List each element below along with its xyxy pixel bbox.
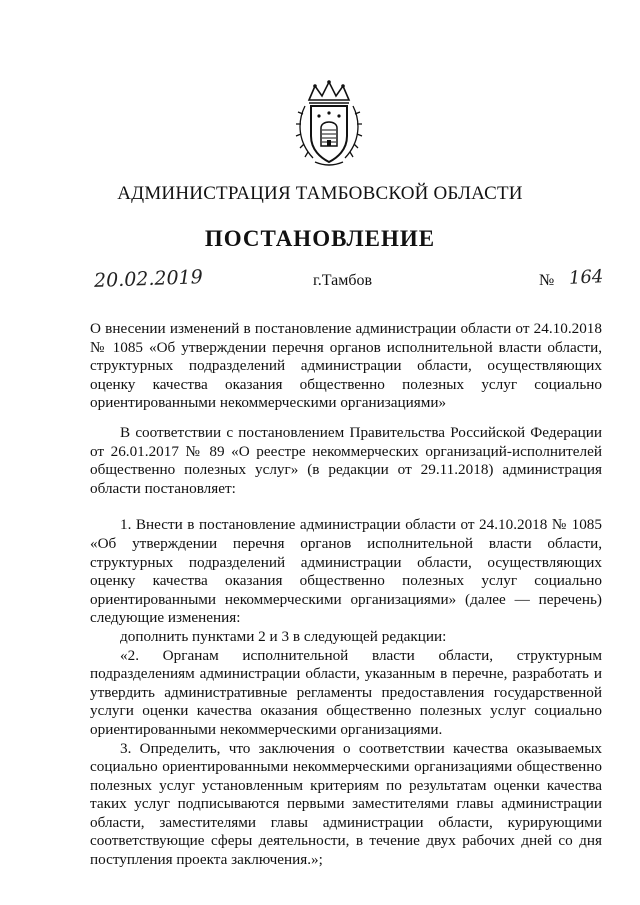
handwritten-date: 20.02.2019	[93, 266, 204, 292]
handwritten-number: 164	[568, 266, 604, 289]
amendment-intro-paragraph: дополнить пунктами 2 и 3 в следующей редакции:	[120, 627, 447, 645]
number-label: №	[539, 272, 555, 289]
coat-of-arms-icon	[293, 78, 365, 170]
document-body	[90, 424, 602, 870]
item-2-paragraph: «2. Органам исполнительной власти области, структурным подразделениям администрации области, указанным в перечне, разработать и утвердить административные регламенты предоставления государственной услуги оценки качества оказания общественно полезных услуг социально ориентированными некоммерческими организациями.	[90, 646, 602, 738]
authority-name: АДМИНИСТРАЦИЯ ТАМБОВСКОЙ ОБЛАСТИ	[117, 183, 523, 204]
document-title: О внесении изменений в постановление администрации области от 24.10.2018 № 1085 «Об утверждении перечня органов исполнительной власти области, структурных подразделений администрации области, осуществляющих оценку качества оказания общественно полезных услуг социально ориентированными некоммерческими организациями»	[90, 320, 602, 412]
city: г.Тамбов	[313, 272, 373, 289]
preamble-paragraph: В соответствии с постановлением Правительства Российской Федерации от 26.01.2017 № 89 «О реестре некоммерческих организаций-исполнителей общественно полезных услуг» (в редакции от 29.11.2018) администрация области постановляет:	[90, 424, 602, 497]
item-1-paragraph: 1. Внести в постановление администрации области от 24.10.2018 № 1085 «Об утверждении перечня органов исполнительной власти области, структурных подразделений администрации области, осуществляющих оценку качества оказания общественно полезных услуг социально ориентированными некоммерческими организациями» (далее — перечень) следующие изменения:	[90, 516, 602, 627]
document-type: ПОСТАНОВЛЕНИЕ	[204, 226, 436, 251]
item-3-paragraph: 3. Определить, что заключения о соответствии качества оказываемых социально ориентированными некоммерческими организациями общественно полезных услуг установленным критериям по результатам оценки качества таких услуг подписываются первыми заместителями главы администрации области, заместителями главы администрации области, курирующими соответствующие сферы деятельности, в течение двух рабочих дней со дня поступления проекта заключения.»;	[90, 739, 602, 869]
